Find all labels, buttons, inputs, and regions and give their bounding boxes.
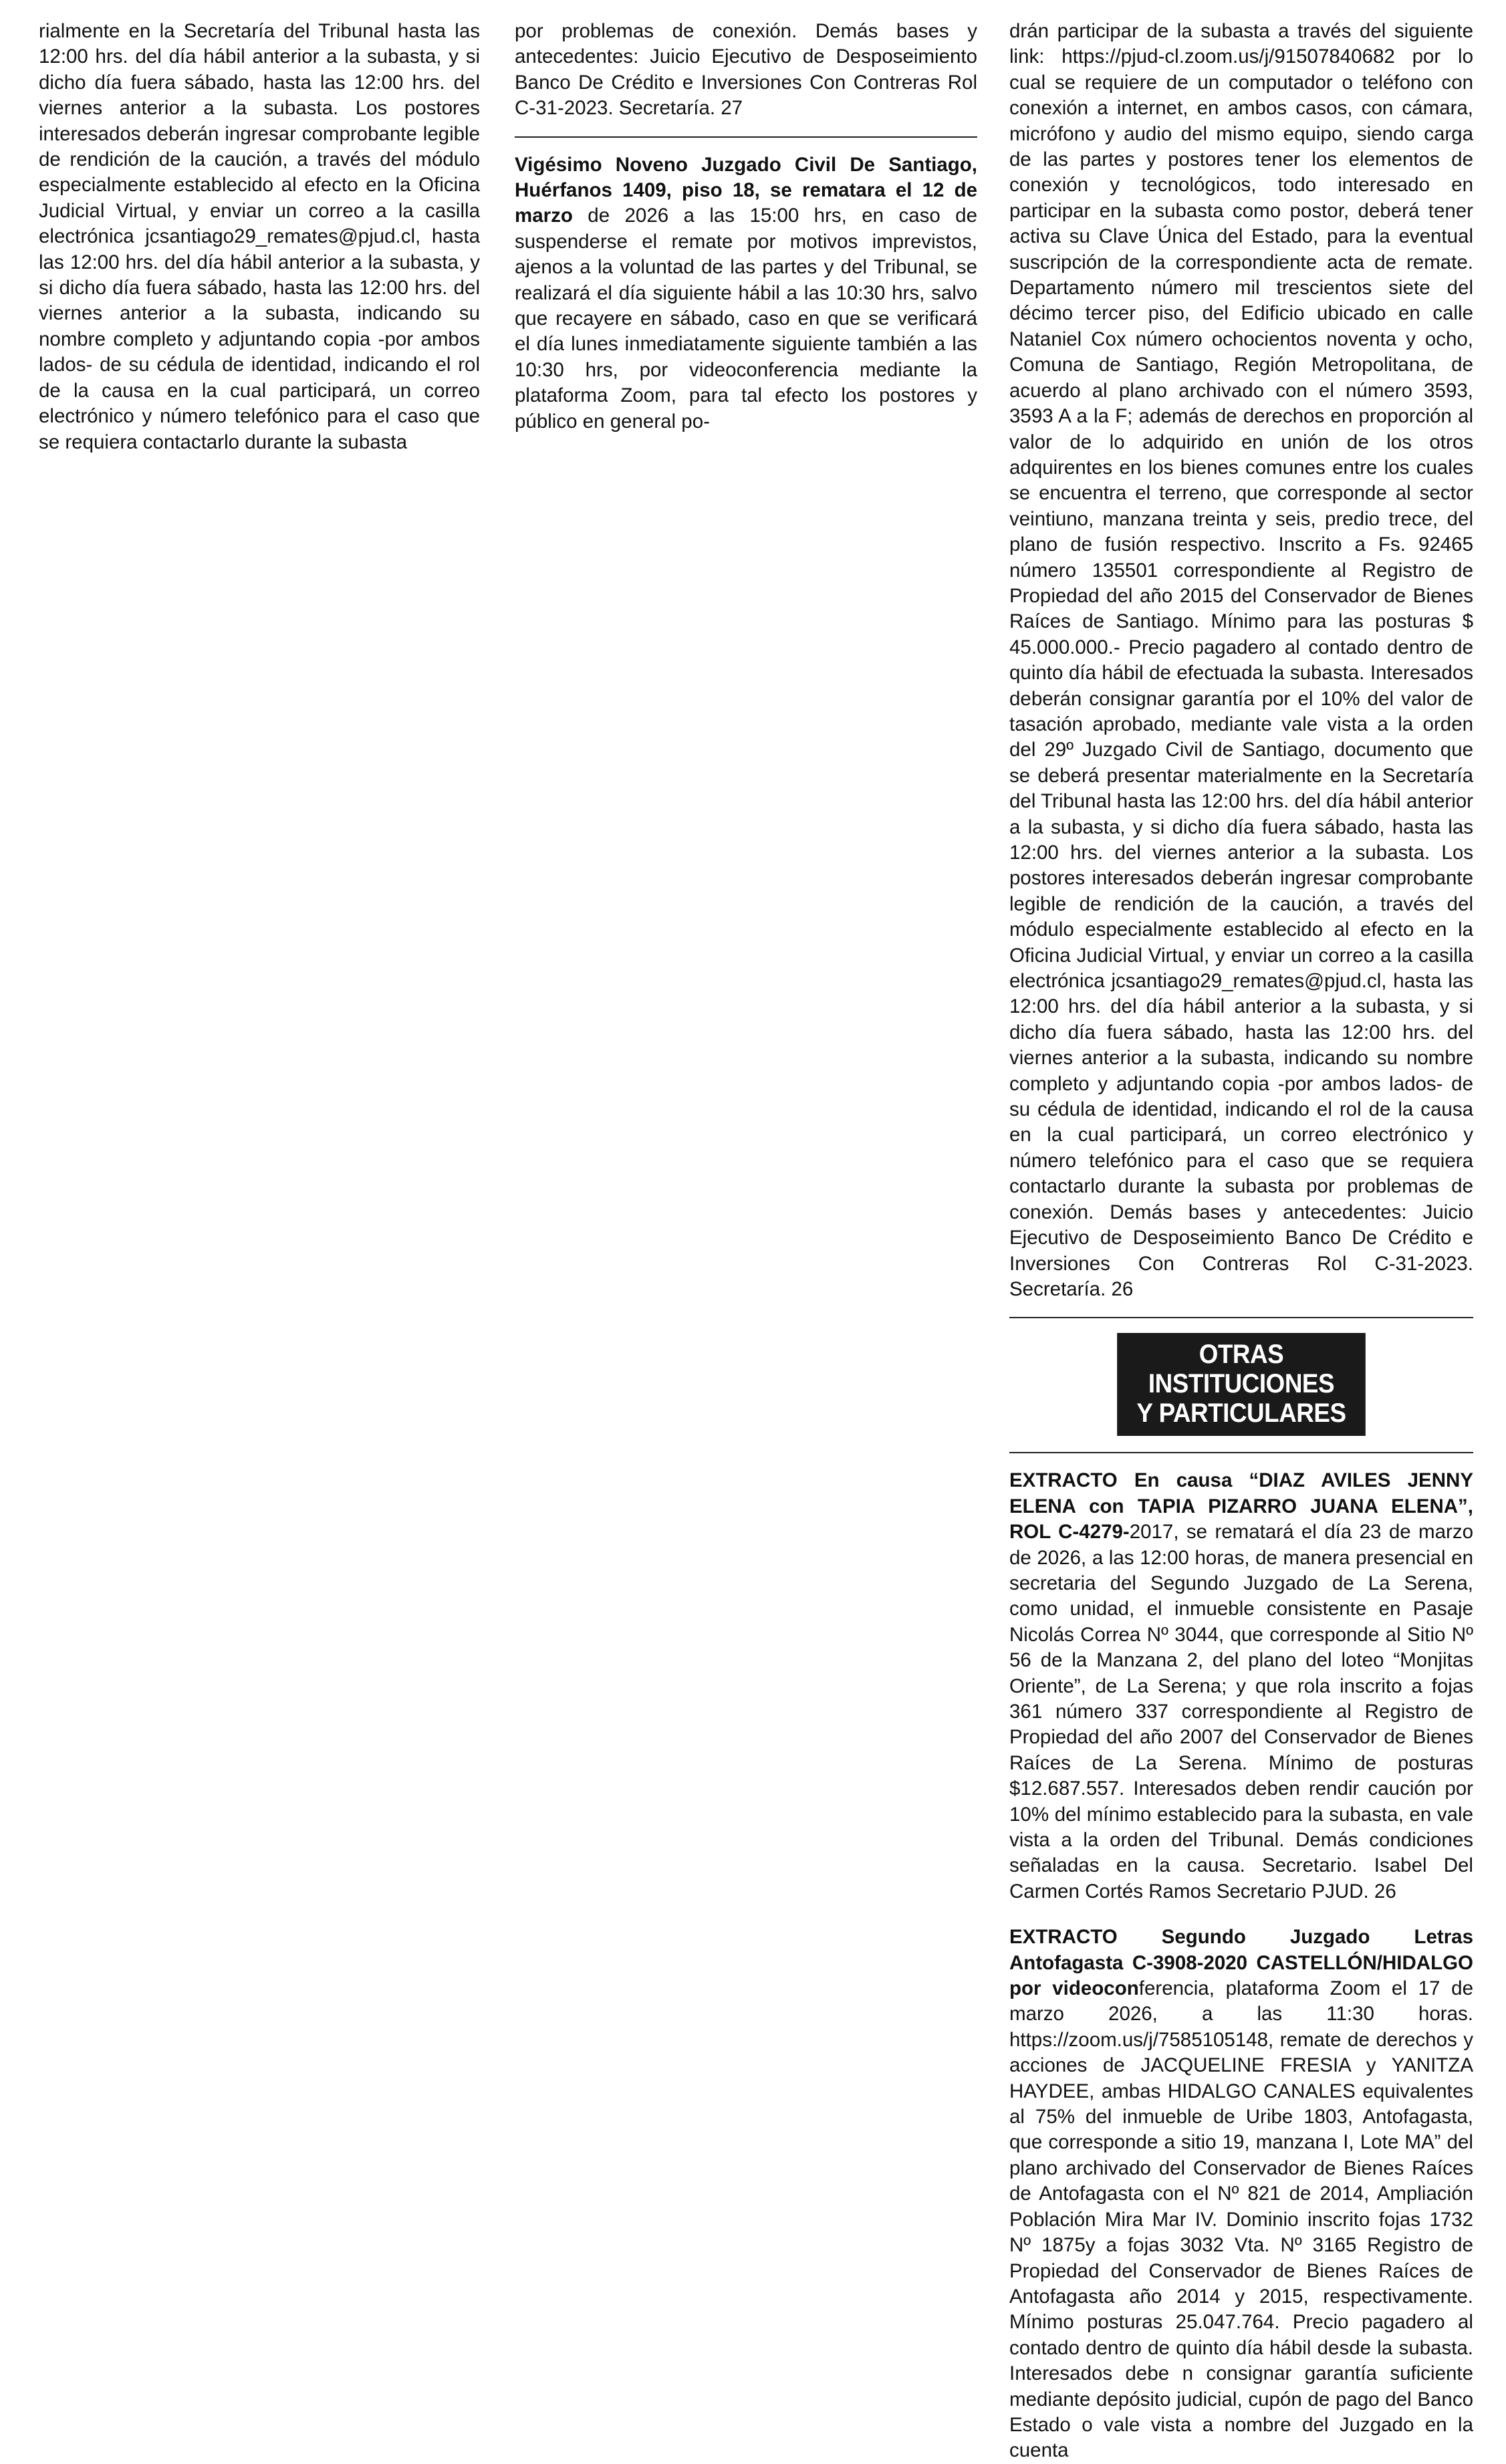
notice-continuation-text: drán participar de la subasta a través del siguiente link: https://pjud-cl.zoom.us/j/91507840682 por lo cual se requiere de un computador o teléfono con conexión a internet, en ambos casos, con cámara, micrófono y audio del mismo equipo, siendo carga de las partes y postores tener los elementos de conexión y tecnológicos, todo interesado en participar en la subasta como postor, deberá tener activa su Clave Única del Estado, para la eventual suscripción de la correspondiente acta de remate. Departamento número mil trescientos siete del décimo tercer piso, del Edificio ubicado en calle Nataniel Cox número ochocientos noventa y ocho, Comuna de Santiago, Región Metropolitana, de acuerdo al plano archivado con el número 3593, 3593 A a la F; además de derechos en proporción al valor de lo adquirido en unión de los otros adquirentes en los bienes comunes entre los cuales se encuentra el terreno, que corresponde al sector veintiuno, manzana treinta y seis, predio trece, del plano de fusión respectivo. Inscrito a Fs. 92465 número 135501 correspondiente al Registro de Propiedad del año 2015 del Conservador de Bienes Raíces de Santiago. Mínimo para las posturas $ 45.000.000.- Precio pagadero al contado dentro de quinto día hábil de efectuada la subasta. Interesados deberán consignar garantía por el 10% del valor de tasación aprobado, mediante vale vista a la orden del 29º Juzgado Civil de Santiago, documento que se deberá presentar materialmente en la Secretaría del Tribunal hasta las 12:00 hrs. del día hábil anterior a la subasta, y si dicho día fuera sábado, hasta las 12:00 hrs. del viernes anterior a la subasta. Los postores interesados deberán ingresar comprobante legible de rendición de la caución, a través del módulo especialmente establecido al efecto en la Oficina Judicial Virtual, y enviar un correo a la casilla electrónica jcsantiago29_remates@pjud.cl, hasta las 12:00 hrs. del día hábil anterior a la subasta, y si dicho día fuera sábado, hasta las 12:00 hrs. del viernes anterior a la subasta, indicando su nombre completo y adjuntando copia -por ambos lados- de su cédula de identidad, indicando el rol de la causa en la cual participará, un correo electrónico y número telefónico para el caso que se requiera contactarlo durante la subasta por problemas de conexión. Demás bases y antecedentes: Juicio Ejecutivo de Desposeimiento Banco De Crédito e Inversiones Con Contreras Rol C-31-2023. Secretaría. 26 <box>1009 20 1473 1300</box>
column-1 <box>39 19 480 455</box>
divider-rule <box>515 136 977 138</box>
extracto-heading: EXTRACTO En causa “DIAZ AVILES JENNY ELENA con TAPIA PIZARRO JUANA ELENA”, ROL C-4279- <box>1009 1469 1473 1544</box>
divider-rule <box>1009 1452 1473 1453</box>
extracto-paragraph <box>1009 1925 1473 2464</box>
notice-continuation-text: por problemas de conexión. Demás bases y antecedentes: Juicio Ejecutivo de Desposeimiento Banco De Crédito e Inversiones Con Contreras Rol C-31-2023. Secretaría. 27 <box>515 20 977 120</box>
notice-paragraph <box>515 152 977 435</box>
column-2 <box>515 19 977 435</box>
notice-continuation-text: rialmente en la Secretaría del Tribunal hasta las 12:00 hrs. del día hábil anterior a la subasta, y si dicho día fuera sábado, hasta las 12:00 hrs. del viernes anterior a la subasta. Los postores interesados deberán ingresar comprobante legible de rendición de la caución, a través del módulo especialmente establecido al efecto en la Oficina Judicial Virtual, y enviar un correo a la casilla electrónica jcsantiago29_remates@pjud.cl, hasta las 12:00 hrs. del día hábil anterior a la subasta, y si dicho día fuera sábado, hasta las 12:00 hrs. del viernes anterior a la subasta, indicando su nombre completo y adjuntando copia -por ambos lados- de su cédula de identidad, indicando el rol de la causa en la cual participará, un correo electrónico y número telefónico para el caso que se requiera contactarlo durante la subasta <box>39 20 480 453</box>
divider-rule <box>1009 1317 1473 1318</box>
notice-body: de 2026 a las 15:00 hrs, en caso de suspenderse el remate por motivos imprevistos, ajenos a la voluntad de las partes y del Tribunal, se realizará el día siguiente hábil a las 10:30 hrs, salvo que recayere en sábado, caso en que se verificará el día lunes inmediatamente siguiente también a las 10:30 hrs, por videoconferencia mediante la plataforma Zoom, para tal efecto los postores y público en general po- <box>515 205 977 433</box>
column-3 <box>1009 19 1473 2464</box>
extracto-paragraph <box>1009 1468 1473 1904</box>
extracto-body: ferencia, plataforma Zoom el 17 de marzo 2026, a las 11:30 horas. https://zoom.us/j/7585105148, remate de derechos y acciones de JACQUELINE FRESIA y YANITZA HAYDEE, ambas HIDALGO CANALES equivalentes al 75% del inmueble de Uribe 1803, Antofagasta, que corresponde a sitio 19, manzana I, Lote MA” del plano archivado del Conservador de Bienes Raíces de Antofagasta con el Nº 821 de 2014, Ampliación Población Mira Mar IV. Dominio inscrito fojas 1732 Nº 1875y a fojas 3032 Vta. Nº 3165 Registro de Propiedad del Conservador de Bienes Raíces de Antofagasta año 2014 y 2015, respectivamente. Mínimo posturas 25.047.764. Precio pagadero al contado dentro de quinto día hábil desde la subasta. Interesados debe n consignar garantía suficiente mediante depósito judicial, cupón de pago del Banco Estado o vale vista a nombre del Juzgado en la cuenta <box>1009 1977 1473 2462</box>
paragraph-gap <box>1009 1904 1473 1925</box>
extracto-heading: EXTRACTO Segundo Juzgado Letras Antofagasta C-3908-2020 CASTELLÓN/HIDALGO por videocon <box>1009 1926 1473 2000</box>
extracto-body: 2017, se rematará el día 23 de marzo de 2026, a las 12:00 horas, de manera presencial en secretaria del Segundo Juzgado de La Serena, como unidad, el inmueble consistente en Pasaje Nicolás Correa Nº 3044, que corresponde al Sitio Nº 56 de la Manzana 2, del plano del loteo “Monjitas Oriente”, de La Serena; y que rola inscrito a fojas 361 número 337 correspondiente al Registro de Propiedad del año 2007 del Conservador de Bienes Raíces de La Serena. Mínimo de posturas $12.687.557. Interesados deben rendir caución por 10% del mínimo establecido para la subasta, en vale vista a la orden del Tribunal. Demás condiciones señaladas en la causa. Secretario. Isabel Del Carmen Cortés Ramos Secretario PJUD. 26 <box>1009 1521 1473 1902</box>
section-header-line-1: OTRAS INSTITUCIONES <box>1148 1340 1335 1399</box>
section-header-line-2: Y PARTICULARES <box>1136 1398 1346 1429</box>
section-header <box>1117 1333 1366 1436</box>
notice-heading: Vigésimo Noveno Juzgado Civil De Santiago, Huérfanos 1409, piso 18, se rematara el 12 de marzo <box>515 153 977 227</box>
